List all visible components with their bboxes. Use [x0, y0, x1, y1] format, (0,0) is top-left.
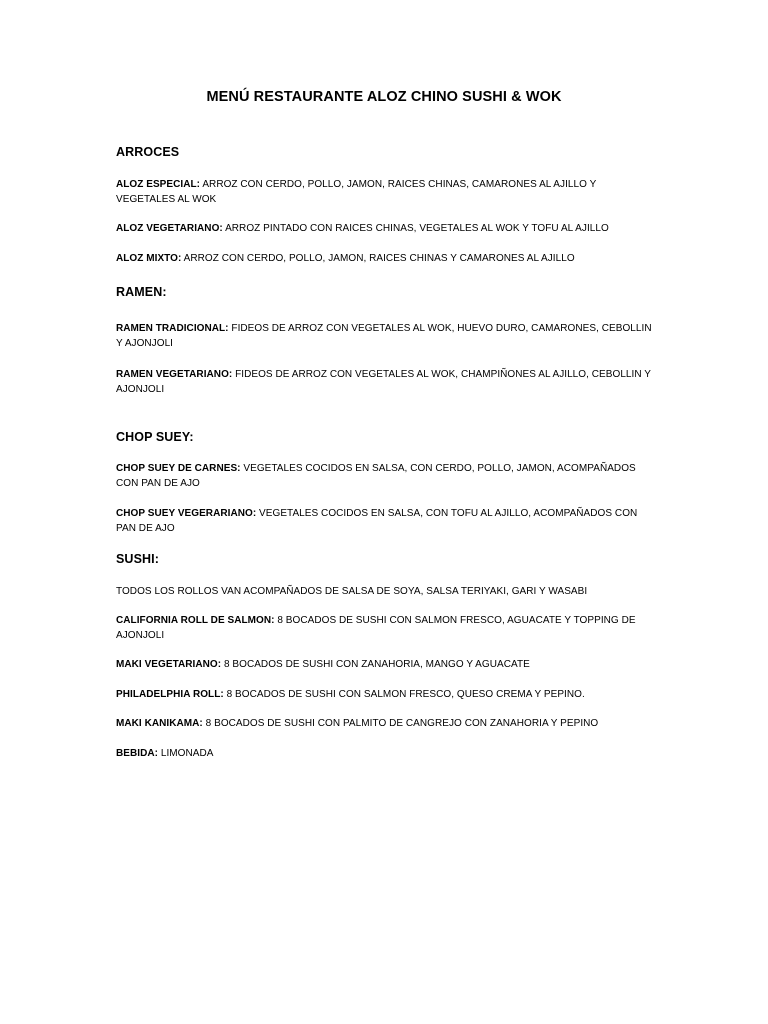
menu-item-bebida — [116, 746, 656, 761]
item-description: LIMONADA — [160, 748, 214, 759]
menu-item-maki-vegetariano — [116, 657, 656, 672]
section-heading-sushi: SUSHI: — [116, 552, 159, 566]
item-description: 8 BOCADOS DE SUSHI CON SALMON FRESCO, QUESO CREMA Y PEPINO. — [226, 689, 585, 700]
menu-item-maki-kanikama — [116, 716, 656, 731]
item-name: ALOZ ESPECIAL: — [116, 179, 201, 190]
item-description: VEGETALES COCIDOS EN SALSA, CON CERDO, POLLO, JAMON, ACOMPAÑADOS CON PAN DE AJO — [116, 463, 636, 489]
item-description: ARROZ CON CERDO, POLLO, JAMON, RAICES CHINAS Y CAMARONES AL AJILLO — [183, 253, 575, 264]
item-name: MAKI VEGETARIANO: — [116, 659, 222, 670]
menu-item-ramen-tradicional — [116, 321, 656, 351]
item-name: CHOP SUEY DE CARNES: — [116, 463, 241, 474]
item-description: FIDEOS DE ARROZ CON VEGETALES AL WOK, HUEVO DURO, CAMARONES, CEBOLLIN Y AJONJOLI — [116, 323, 652, 349]
item-name: BEBIDA: — [116, 748, 159, 759]
item-description: ARROZ PINTADO CON RAICES CHINAS, VEGETALES AL WOK Y TOFU AL AJILLO — [225, 223, 609, 234]
item-name: RAMEN TRADICIONAL: — [116, 323, 229, 334]
item-name: MAKI KANIKAMA: — [116, 718, 203, 729]
menu-item-aloz-especial — [116, 177, 656, 207]
item-description: VEGETALES COCIDOS EN SALSA, CON TOFU AL AJILLO, ACOMPAÑADOS CON PAN DE AJO — [116, 508, 638, 534]
menu-item-aloz-vegetariano — [116, 221, 656, 236]
menu-item-philadelphia-roll — [116, 687, 656, 702]
item-description: 8 BOCADOS DE SUSHI CON SALMON FRESCO, AGUACATE Y TOPPING DE AJONJOLI — [116, 615, 636, 641]
item-name: RAMEN VEGETARIANO: — [116, 369, 233, 380]
menu-item-chop-suey-carnes — [116, 461, 656, 491]
menu-item-aloz-mixto — [116, 251, 656, 266]
item-name: ALOZ MIXTO: — [116, 253, 182, 264]
item-description: 8 BOCADOS DE SUSHI CON ZANAHORIA, MANGO Y AGUACATE — [223, 659, 530, 670]
item-name: PHILADELPHIA ROLL: — [116, 689, 224, 700]
page-title: MENÚ RESTAURANTE ALOZ CHINO SUSHI & WOK — [206, 89, 562, 105]
item-description: 8 BOCADOS DE SUSHI CON PALMITO DE CANGREJO CON ZANAHORIA Y PEPINO — [205, 718, 599, 729]
menu-item-chop-suey-vegerariano — [116, 506, 656, 536]
item-description: ARROZ CON CERDO, POLLO, JAMON, RAICES CHINAS, CAMARONES AL AJILLO Y VEGETALES AL WOK — [116, 179, 597, 205]
section-heading-chop-suey: CHOP SUEY: — [116, 430, 194, 444]
item-description: FIDEOS DE ARROZ CON VEGETALES AL WOK, CHAMPIÑONES AL AJILLO, CEBOLLIN Y AJONJOLI — [116, 369, 651, 395]
item-name: CHOP SUEY VEGERARIANO: — [116, 508, 257, 519]
item-name: ALOZ VEGETARIANO: — [116, 223, 223, 234]
item-name: CALIFORNIA ROLL DE SALMON: — [116, 615, 275, 626]
section-heading-ramen: RAMEN: — [116, 285, 167, 299]
sushi-note: TODOS LOS ROLLOS VAN ACOMPAÑADOS DE SALSA DE SOYA, SALSA TERIYAKI, GARI Y WASABI — [116, 586, 588, 597]
menu-item-california-roll — [116, 613, 656, 643]
menu-item-ramen-vegetariano — [116, 367, 656, 397]
section-heading-arroces: ARROCES — [116, 145, 180, 159]
